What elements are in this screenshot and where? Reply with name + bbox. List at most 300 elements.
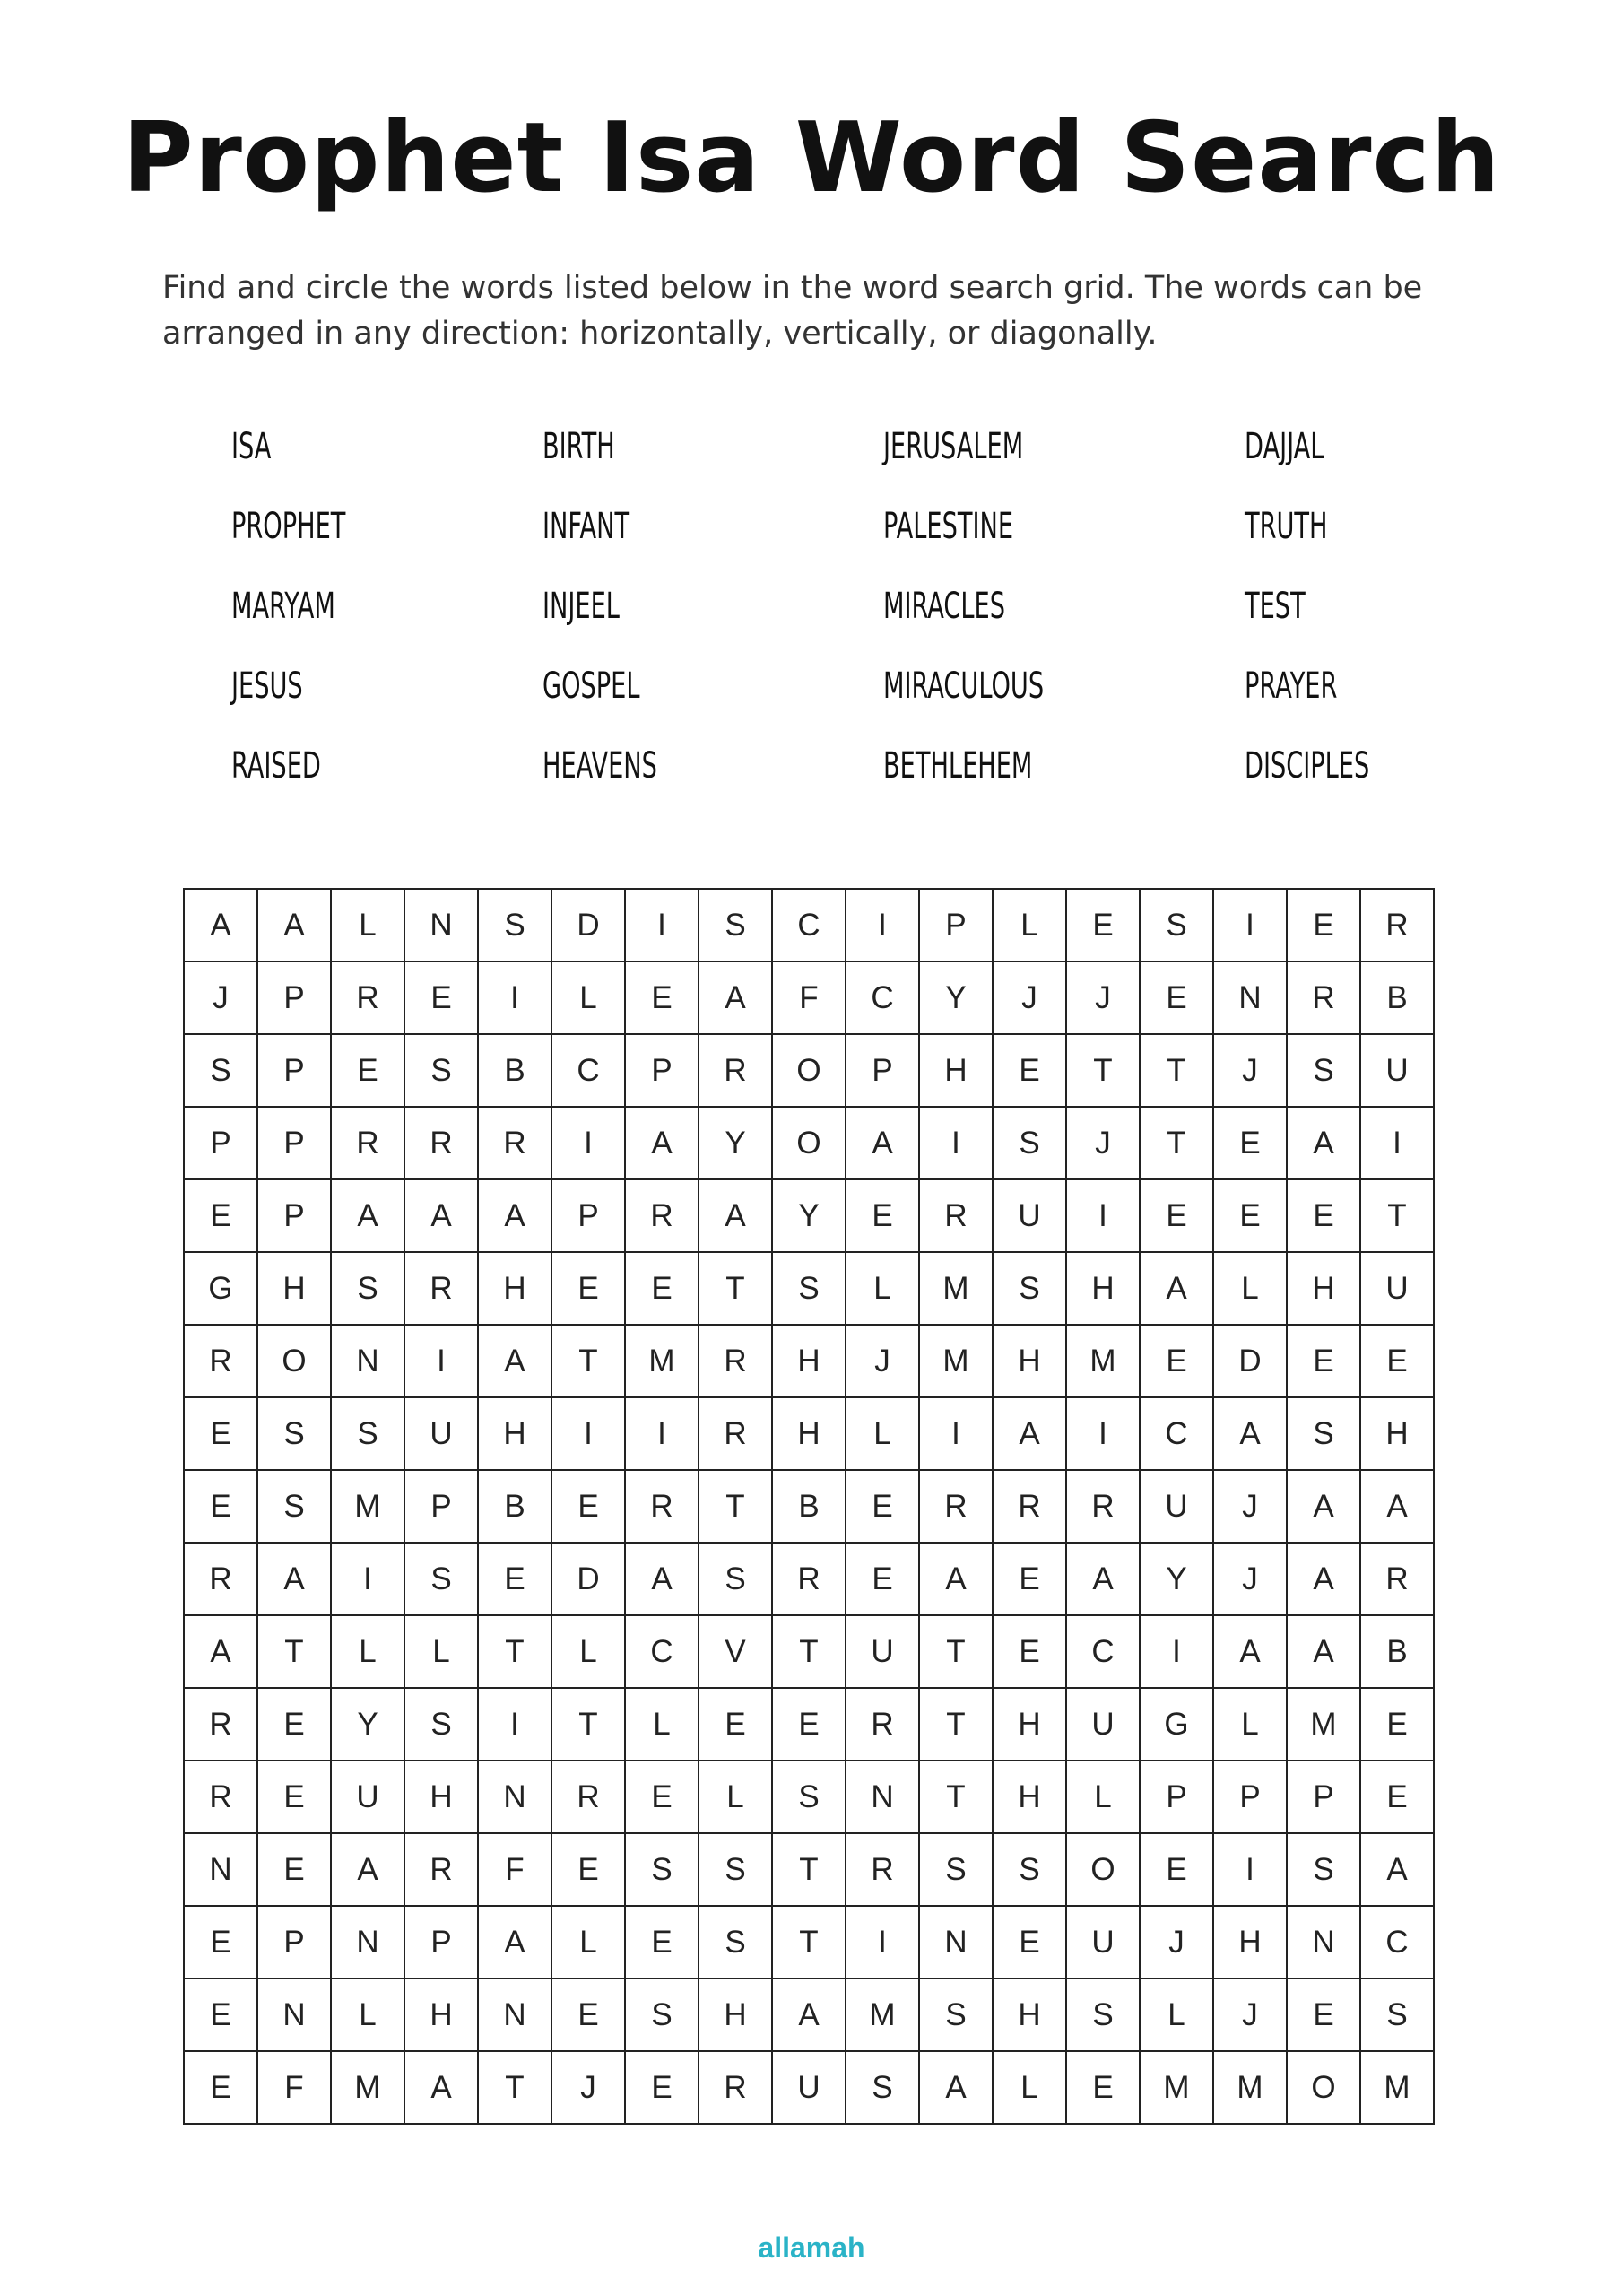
grid-cell[interactable]: G: [1140, 1688, 1213, 1761]
grid-cell[interactable]: R: [331, 961, 404, 1034]
grid-cell[interactable]: E: [404, 961, 478, 1034]
grid-cell[interactable]: T: [478, 2051, 551, 2124]
grid-cell[interactable]: N: [846, 1761, 919, 1833]
grid-cell[interactable]: S: [1360, 1979, 1434, 2051]
grid-cell[interactable]: U: [1066, 1906, 1140, 1979]
grid-cell[interactable]: I: [331, 1543, 404, 1615]
grid-cell[interactable]: J: [1213, 1543, 1287, 1615]
grid-cell[interactable]: J: [1066, 1107, 1140, 1179]
grid-cell[interactable]: I: [846, 1906, 919, 1979]
grid-cell[interactable]: E: [1287, 889, 1360, 961]
grid-cell[interactable]: H: [993, 1761, 1066, 1833]
grid-cell[interactable]: P: [257, 1179, 331, 1252]
grid-cell[interactable]: L: [331, 889, 404, 961]
grid-cell[interactable]: E: [1287, 1179, 1360, 1252]
grid-cell[interactable]: E: [993, 1543, 1066, 1615]
grid-cell[interactable]: R: [478, 1107, 551, 1179]
grid-cell[interactable]: A: [919, 2051, 993, 2124]
grid-cell[interactable]: L: [551, 1906, 625, 1979]
grid-cell[interactable]: R: [699, 2051, 772, 2124]
word-item: INFANT: [542, 506, 630, 547]
grid-cell[interactable]: E: [993, 1034, 1066, 1107]
grid-cell[interactable]: S: [699, 889, 772, 961]
grid-cell[interactable]: A: [184, 1615, 257, 1688]
grid-cell[interactable]: A: [257, 1543, 331, 1615]
grid-cell[interactable]: A: [331, 1179, 404, 1252]
grid-cell[interactable]: T: [551, 1688, 625, 1761]
grid-cell[interactable]: N: [331, 1906, 404, 1979]
grid-cell[interactable]: N: [919, 1906, 993, 1979]
grid-cell[interactable]: R: [551, 1761, 625, 1833]
grid-cell[interactable]: P: [551, 1179, 625, 1252]
grid-cell[interactable]: E: [846, 1179, 919, 1252]
grid-cell[interactable]: N: [478, 1979, 551, 2051]
grid-cell[interactable]: S: [1140, 889, 1213, 961]
grid-cell[interactable]: B: [1360, 1615, 1434, 1688]
grid-cell[interactable]: S: [993, 1833, 1066, 1906]
grid-cell[interactable]: S: [257, 1397, 331, 1470]
grid-cell[interactable]: E: [184, 1906, 257, 1979]
grid-cell[interactable]: H: [404, 1761, 478, 1833]
grid-cell[interactable]: H: [1213, 1906, 1287, 1979]
grid-cell[interactable]: J: [184, 961, 257, 1034]
grid-cell[interactable]: I: [919, 1397, 993, 1470]
grid-cell[interactable]: T: [772, 1615, 846, 1688]
grid-cell[interactable]: E: [1360, 1761, 1434, 1833]
grid-cell[interactable]: B: [478, 1470, 551, 1543]
grid-cell[interactable]: R: [699, 1325, 772, 1397]
grid-cell[interactable]: I: [478, 1688, 551, 1761]
grid-cell[interactable]: S: [478, 889, 551, 961]
grid-cell[interactable]: T: [919, 1688, 993, 1761]
grid-cell[interactable]: P: [919, 889, 993, 961]
grid-cell[interactable]: T: [772, 1833, 846, 1906]
grid-cell[interactable]: E: [846, 1470, 919, 1543]
grid-cell[interactable]: H: [919, 1034, 993, 1107]
grid-cell[interactable]: M: [1213, 2051, 1287, 2124]
grid-cell[interactable]: A: [1287, 1107, 1360, 1179]
grid-cell[interactable]: A: [331, 1833, 404, 1906]
grid-cell[interactable]: T: [772, 1906, 846, 1979]
grid-cell[interactable]: P: [625, 1034, 699, 1107]
grid-cell[interactable]: R: [625, 1179, 699, 1252]
grid-cell[interactable]: E: [184, 1397, 257, 1470]
grid-cell[interactable]: A: [478, 1325, 551, 1397]
grid-cell[interactable]: L: [404, 1615, 478, 1688]
grid-cell[interactable]: H: [1360, 1397, 1434, 1470]
grid-cell[interactable]: U: [772, 2051, 846, 2124]
grid-cell[interactable]: I: [625, 1397, 699, 1470]
grid-cell[interactable]: I: [919, 1107, 993, 1179]
grid-cell[interactable]: E: [551, 1979, 625, 2051]
grid-row: [184, 1034, 1434, 1107]
grid-cell[interactable]: E: [1066, 889, 1140, 961]
grid-cell[interactable]: P: [1213, 1761, 1287, 1833]
grid-cell[interactable]: U: [1066, 1688, 1140, 1761]
grid-cell[interactable]: A: [1213, 1397, 1287, 1470]
grid-cell[interactable]: E: [257, 1688, 331, 1761]
grid-cell[interactable]: M: [1287, 1688, 1360, 1761]
grid-cell[interactable]: L: [1066, 1761, 1140, 1833]
grid-cell[interactable]: A: [993, 1397, 1066, 1470]
grid-cell[interactable]: A: [699, 1179, 772, 1252]
grid-cell[interactable]: E: [625, 961, 699, 1034]
grid-cell[interactable]: E: [625, 1252, 699, 1325]
grid-cell[interactable]: H: [699, 1979, 772, 2051]
grid-cell[interactable]: A: [404, 1179, 478, 1252]
grid-cell[interactable]: J: [1213, 1470, 1287, 1543]
grid-cell[interactable]: I: [846, 889, 919, 961]
grid-cell[interactable]: N: [331, 1325, 404, 1397]
grid-cell[interactable]: H: [993, 1979, 1066, 2051]
grid-cell[interactable]: M: [1360, 2051, 1434, 2124]
grid-cell[interactable]: R: [1287, 961, 1360, 1034]
grid-row: [184, 1833, 1434, 1906]
grid-cell[interactable]: I: [625, 889, 699, 961]
grid-cell[interactable]: P: [257, 961, 331, 1034]
grid-cell[interactable]: A: [1287, 1543, 1360, 1615]
grid-cell[interactable]: R: [699, 1397, 772, 1470]
grid-cell[interactable]: R: [404, 1107, 478, 1179]
grid-cell[interactable]: E: [551, 1833, 625, 1906]
word-column-3: [883, 420, 1119, 819]
grid-cell[interactable]: E: [1213, 1107, 1287, 1179]
grid-cell[interactable]: A: [625, 1543, 699, 1615]
grid-cell[interactable]: S: [919, 1833, 993, 1906]
grid-cell[interactable]: T: [919, 1761, 993, 1833]
grid-cell[interactable]: U: [404, 1397, 478, 1470]
grid-cell[interactable]: E: [993, 1906, 1066, 1979]
grid-cell[interactable]: L: [1213, 1688, 1287, 1761]
grid-cell[interactable]: L: [1213, 1252, 1287, 1325]
grid-cell[interactable]: R: [331, 1107, 404, 1179]
grid-cell[interactable]: S: [1287, 1034, 1360, 1107]
grid-cell[interactable]: S: [404, 1688, 478, 1761]
grid-cell[interactable]: S: [1287, 1397, 1360, 1470]
grid-cell[interactable]: E: [699, 1688, 772, 1761]
grid-cell[interactable]: B: [478, 1034, 551, 1107]
grid-cell[interactable]: D: [551, 1543, 625, 1615]
grid-cell[interactable]: E: [257, 1833, 331, 1906]
grid-cell[interactable]: R: [993, 1470, 1066, 1543]
grid-cell[interactable]: N: [478, 1761, 551, 1833]
grid-cell[interactable]: O: [772, 1107, 846, 1179]
grid-cell[interactable]: Y: [699, 1107, 772, 1179]
grid-cell[interactable]: S: [257, 1470, 331, 1543]
grid-cell[interactable]: M: [331, 2051, 404, 2124]
grid-cell[interactable]: V: [699, 1615, 772, 1688]
grid-cell[interactable]: E: [1140, 1325, 1213, 1397]
grid-cell[interactable]: I: [1066, 1179, 1140, 1252]
grid-cell[interactable]: O: [772, 1034, 846, 1107]
grid-cell[interactable]: E: [1287, 1979, 1360, 2051]
grid-cell[interactable]: C: [1140, 1397, 1213, 1470]
grid-cell[interactable]: S: [1066, 1979, 1140, 2051]
grid-cell[interactable]: A: [1360, 1833, 1434, 1906]
grid-cell[interactable]: A: [919, 1543, 993, 1615]
grid-cell[interactable]: E: [846, 1543, 919, 1615]
grid-cell[interactable]: H: [404, 1979, 478, 2051]
grid-cell[interactable]: P: [1140, 1761, 1213, 1833]
grid-cell[interactable]: J: [1066, 961, 1140, 1034]
grid-cell[interactable]: C: [625, 1615, 699, 1688]
grid-cell[interactable]: U: [1360, 1034, 1434, 1107]
grid-cell[interactable]: T: [551, 1325, 625, 1397]
grid-cell[interactable]: S: [331, 1397, 404, 1470]
grid-cell[interactable]: N: [1213, 961, 1287, 1034]
grid-cell[interactable]: M: [625, 1325, 699, 1397]
grid-cell[interactable]: J: [846, 1325, 919, 1397]
grid-cell[interactable]: R: [1066, 1470, 1140, 1543]
grid-cell[interactable]: L: [699, 1761, 772, 1833]
grid-cell[interactable]: E: [551, 1252, 625, 1325]
grid-cell[interactable]: R: [919, 1179, 993, 1252]
grid-cell[interactable]: R: [1360, 1543, 1434, 1615]
grid-cell[interactable]: A: [1140, 1252, 1213, 1325]
grid-cell[interactable]: L: [1140, 1979, 1213, 2051]
grid-cell[interactable]: Y: [919, 961, 993, 1034]
grid-cell[interactable]: C: [772, 889, 846, 961]
grid-cell[interactable]: E: [257, 1761, 331, 1833]
grid-cell[interactable]: I: [1066, 1397, 1140, 1470]
grid-cell[interactable]: S: [184, 1034, 257, 1107]
grid-cell[interactable]: P: [1287, 1761, 1360, 1833]
grid-cell[interactable]: E: [184, 1179, 257, 1252]
grid-cell[interactable]: S: [919, 1979, 993, 2051]
grid-cell[interactable]: O: [1287, 2051, 1360, 2124]
grid-cell[interactable]: N: [1287, 1906, 1360, 1979]
grid-cell[interactable]: D: [551, 889, 625, 961]
grid-cell[interactable]: S: [699, 1543, 772, 1615]
grid-cell[interactable]: P: [184, 1107, 257, 1179]
grid-cell[interactable]: A: [478, 1179, 551, 1252]
word-item: HEAVENS: [542, 745, 657, 787]
grid-cell[interactable]: E: [625, 1906, 699, 1979]
grid-cell[interactable]: P: [846, 1034, 919, 1107]
grid-cell[interactable]: E: [1287, 1325, 1360, 1397]
grid-cell[interactable]: P: [257, 1906, 331, 1979]
grid-cell[interactable]: A: [1287, 1470, 1360, 1543]
grid-cell[interactable]: H: [772, 1397, 846, 1470]
grid-cell[interactable]: R: [184, 1543, 257, 1615]
grid-cell[interactable]: A: [1213, 1615, 1287, 1688]
grid-cell[interactable]: P: [257, 1034, 331, 1107]
grid-cell[interactable]: E: [625, 1761, 699, 1833]
grid-cell[interactable]: A: [478, 1906, 551, 1979]
grid-cell[interactable]: U: [331, 1761, 404, 1833]
grid-cell[interactable]: T: [699, 1470, 772, 1543]
grid-cell[interactable]: J: [993, 961, 1066, 1034]
grid-cell[interactable]: I: [551, 1107, 625, 1179]
grid-cell[interactable]: N: [257, 1979, 331, 2051]
grid-cell[interactable]: M: [919, 1252, 993, 1325]
grid-cell[interactable]: E: [1360, 1688, 1434, 1761]
grid-cell[interactable]: H: [478, 1252, 551, 1325]
grid-cell[interactable]: C: [1066, 1615, 1140, 1688]
grid-cell[interactable]: E: [184, 2051, 257, 2124]
grid-cell[interactable]: F: [772, 961, 846, 1034]
grid-cell[interactable]: E: [772, 1688, 846, 1761]
grid-cell[interactable]: T: [1066, 1034, 1140, 1107]
grid-cell[interactable]: U: [1360, 1252, 1434, 1325]
grid-cell[interactable]: E: [184, 1979, 257, 2051]
page-title: Prophet Isa Word Search: [122, 102, 1501, 214]
grid-cell[interactable]: B: [772, 1470, 846, 1543]
grid-cell[interactable]: R: [1360, 889, 1434, 961]
grid-cell[interactable]: R: [404, 1252, 478, 1325]
grid-cell[interactable]: H: [1066, 1252, 1140, 1325]
grid-cell[interactable]: C: [551, 1034, 625, 1107]
grid-cell[interactable]: R: [184, 1761, 257, 1833]
grid-cell[interactable]: R: [919, 1470, 993, 1543]
grid-cell[interactable]: A: [699, 961, 772, 1034]
grid-cell[interactable]: L: [846, 1397, 919, 1470]
grid-cell[interactable]: L: [993, 889, 1066, 961]
grid-cell[interactable]: A: [1360, 1470, 1434, 1543]
grid-cell[interactable]: P: [257, 1107, 331, 1179]
grid-row: [184, 889, 1434, 961]
grid-cell[interactable]: J: [1140, 1906, 1213, 1979]
grid-cell[interactable]: H: [772, 1325, 846, 1397]
grid-cell[interactable]: L: [846, 1252, 919, 1325]
grid-cell[interactable]: F: [257, 2051, 331, 2124]
grid-cell[interactable]: I: [1213, 1833, 1287, 1906]
grid-cell[interactable]: U: [993, 1179, 1066, 1252]
grid-cell[interactable]: T: [257, 1615, 331, 1688]
grid-cell[interactable]: M: [846, 1979, 919, 2051]
grid-cell[interactable]: E: [1140, 961, 1213, 1034]
grid-cell[interactable]: A: [846, 1107, 919, 1179]
grid-cell[interactable]: J: [1213, 1034, 1287, 1107]
grid-cell[interactable]: S: [993, 1107, 1066, 1179]
grid-cell[interactable]: A: [1287, 1615, 1360, 1688]
grid-cell[interactable]: A: [772, 1979, 846, 2051]
grid-cell[interactable]: F: [478, 1833, 551, 1906]
grid-cell[interactable]: M: [1066, 1325, 1140, 1397]
grid-cell[interactable]: E: [1140, 1179, 1213, 1252]
grid-cell[interactable]: E: [184, 1470, 257, 1543]
grid-cell[interactable]: D: [1213, 1325, 1287, 1397]
grid-cell[interactable]: I: [1213, 889, 1287, 961]
grid-cell[interactable]: A: [625, 1107, 699, 1179]
grid-cell[interactable]: U: [846, 1615, 919, 1688]
word-item: JERUSALEM: [883, 426, 1024, 467]
grid-cell[interactable]: C: [846, 961, 919, 1034]
grid-cell[interactable]: R: [699, 1034, 772, 1107]
grid-cell[interactable]: E: [993, 1615, 1066, 1688]
grid-cell[interactable]: O: [257, 1325, 331, 1397]
grid-cell[interactable]: E: [1213, 1179, 1287, 1252]
grid-cell[interactable]: Y: [772, 1179, 846, 1252]
word-item: DAJJAL: [1245, 426, 1324, 467]
grid-cell[interactable]: M: [1140, 2051, 1213, 2124]
grid-cell[interactable]: S: [625, 1833, 699, 1906]
grid-cell[interactable]: J: [1213, 1979, 1287, 2051]
grid-cell[interactable]: R: [184, 1688, 257, 1761]
grid-cell[interactable]: S: [772, 1761, 846, 1833]
grid-cell[interactable]: R: [846, 1833, 919, 1906]
grid-cell[interactable]: P: [404, 1470, 478, 1543]
grid-cell[interactable]: U: [1140, 1470, 1213, 1543]
grid-cell[interactable]: G: [184, 1252, 257, 1325]
grid-cell[interactable]: A: [1066, 1543, 1140, 1615]
grid-cell[interactable]: S: [625, 1979, 699, 2051]
grid-cell[interactable]: T: [919, 1615, 993, 1688]
grid-cell[interactable]: T: [699, 1252, 772, 1325]
grid-cell[interactable]: A: [184, 889, 257, 961]
grid-cell[interactable]: R: [625, 1470, 699, 1543]
grid-cell[interactable]: N: [184, 1833, 257, 1906]
grid-cell[interactable]: I: [404, 1325, 478, 1397]
grid-cell[interactable]: L: [993, 2051, 1066, 2124]
grid-cell[interactable]: S: [404, 1543, 478, 1615]
grid-cell[interactable]: S: [1287, 1833, 1360, 1906]
grid-cell[interactable]: Y: [1140, 1543, 1213, 1615]
grid-cell[interactable]: L: [551, 1615, 625, 1688]
grid-cell[interactable]: H: [993, 1325, 1066, 1397]
grid-cell[interactable]: H: [257, 1252, 331, 1325]
word-item: JESUS: [231, 665, 303, 707]
grid-cell[interactable]: S: [699, 1906, 772, 1979]
grid-cell[interactable]: I: [478, 961, 551, 1034]
grid-cell[interactable]: E: [331, 1034, 404, 1107]
grid-cell[interactable]: L: [331, 1979, 404, 2051]
grid-cell[interactable]: T: [1140, 1034, 1213, 1107]
grid-cell[interactable]: R: [404, 1833, 478, 1906]
grid-cell[interactable]: M: [331, 1470, 404, 1543]
grid-cell[interactable]: R: [184, 1325, 257, 1397]
grid-cell[interactable]: R: [772, 1543, 846, 1615]
grid-cell[interactable]: R: [846, 1688, 919, 1761]
grid-cell[interactable]: C: [1360, 1906, 1434, 1979]
grid-cell[interactable]: P: [404, 1906, 478, 1979]
grid-cell[interactable]: H: [993, 1688, 1066, 1761]
grid-cell[interactable]: E: [1066, 2051, 1140, 2124]
grid-cell[interactable]: A: [404, 2051, 478, 2124]
grid-cell[interactable]: S: [699, 1833, 772, 1906]
grid-cell[interactable]: E: [478, 1543, 551, 1615]
grid-cell[interactable]: I: [1140, 1615, 1213, 1688]
grid-cell[interactable]: O: [1066, 1833, 1140, 1906]
grid-cell[interactable]: E: [1140, 1833, 1213, 1906]
grid-cell[interactable]: A: [257, 889, 331, 961]
grid-cell[interactable]: J: [551, 2051, 625, 2124]
grid-cell[interactable]: S: [404, 1034, 478, 1107]
grid-cell[interactable]: Y: [331, 1688, 404, 1761]
grid-cell[interactable]: S: [846, 2051, 919, 2124]
grid-cell[interactable]: I: [1360, 1107, 1434, 1179]
word-item: ISA: [231, 426, 272, 467]
grid-cell[interactable]: S: [331, 1252, 404, 1325]
grid-cell[interactable]: E: [551, 1470, 625, 1543]
grid-cell[interactable]: H: [478, 1397, 551, 1470]
grid-cell[interactable]: L: [625, 1688, 699, 1761]
grid-cell[interactable]: T: [478, 1615, 551, 1688]
grid-cell[interactable]: E: [625, 2051, 699, 2124]
grid-cell[interactable]: S: [993, 1252, 1066, 1325]
grid-cell[interactable]: N: [404, 889, 478, 961]
grid-cell[interactable]: T: [1360, 1179, 1434, 1252]
grid-cell[interactable]: S: [772, 1252, 846, 1325]
grid-cell[interactable]: L: [551, 961, 625, 1034]
grid-cell[interactable]: H: [1287, 1252, 1360, 1325]
grid-cell[interactable]: B: [1360, 961, 1434, 1034]
grid-cell[interactable]: L: [331, 1615, 404, 1688]
grid-cell[interactable]: I: [551, 1397, 625, 1470]
grid-cell[interactable]: M: [919, 1325, 993, 1397]
grid-cell[interactable]: T: [1140, 1107, 1213, 1179]
grid-cell[interactable]: E: [1360, 1325, 1434, 1397]
